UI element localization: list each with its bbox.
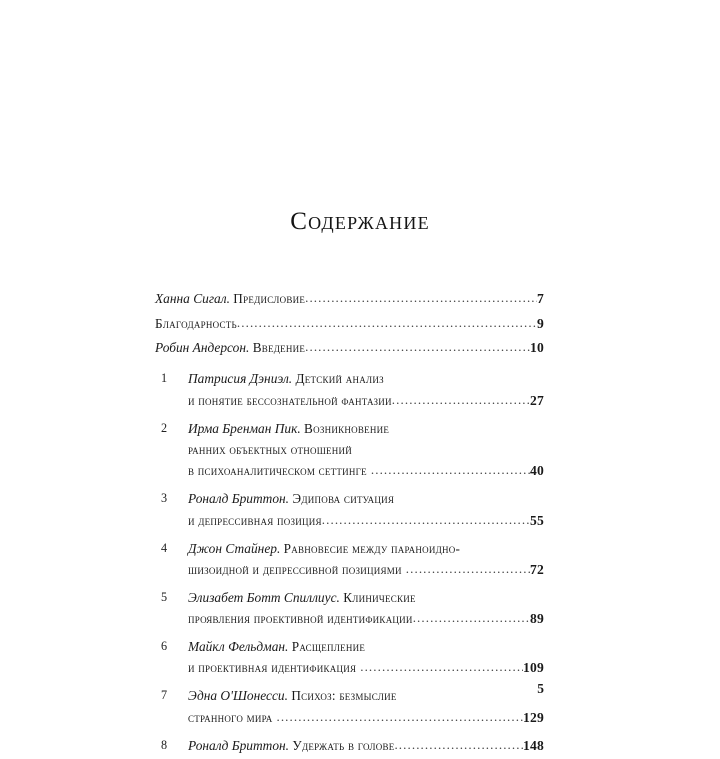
chapter-list [155, 371, 544, 759]
dot-leader [406, 561, 530, 577]
toc-entry-title: Благодарность [155, 315, 237, 331]
toc-chapter-number: 7 [161, 688, 168, 703]
toc-entry-author: Ирма Бренман Пик. [188, 420, 305, 436]
dot-leader [394, 737, 523, 753]
dot-leader [360, 659, 523, 675]
toc-entry-title-line: Психоз: безмыслие [291, 688, 397, 704]
toc-entry-title-line: шизоидной и депрессивной позициями [188, 561, 402, 577]
table-of-contents [155, 291, 544, 759]
toc-chapter-number: 2 [161, 420, 168, 435]
toc-entry[interactable] [155, 316, 544, 341]
dot-leader [322, 512, 530, 528]
toc-chapter-entry[interactable] [155, 421, 544, 485]
toc-entry-title-line: и понятие бессознательной фантазии [188, 392, 392, 408]
toc-chapter-number: 4 [161, 540, 168, 555]
toc-entry-page-number: 27 [530, 392, 544, 408]
toc-entry-author: Роналд Бриттон. [188, 737, 293, 753]
dot-leader [392, 392, 530, 408]
toc-entry-title-line: Детский анализ [295, 371, 384, 387]
toc-chapter-number: 8 [161, 737, 168, 752]
toc-entry-title: Введение [252, 340, 306, 356]
front-matter-list [155, 291, 544, 365]
toc-entry-author: Эдна О'Шонесси. [188, 688, 292, 704]
toc-entry-page-number: 109 [523, 660, 544, 676]
dot-leader [305, 339, 530, 355]
toc-entry-author: Роналд Бриттон. [188, 491, 293, 507]
toc-entry-title-line: и депрессивная позиция [188, 512, 322, 528]
toc-entry-title-line: Равновесие между параноидно- [283, 540, 461, 556]
toc-chapter-number: 5 [161, 589, 168, 604]
toc-entry-page-number: 7 [537, 291, 544, 306]
toc-entry-title: Предисловие [233, 291, 306, 306]
toc-entry-page-number: 10 [530, 340, 544, 356]
toc-entry-title-line: странного мира [188, 709, 273, 725]
toc-entry-title-line: Эдипова ситуация [292, 491, 395, 507]
toc-entry-title-line: и проективная идентификация [188, 660, 357, 676]
toc-entry[interactable] [155, 340, 544, 365]
toc-entry-page-number: 9 [537, 315, 544, 331]
toc-chapter-entry[interactable] [155, 371, 544, 414]
toc-chapter-entry[interactable] [155, 688, 544, 731]
toc-entry-title-line: в психоаналитическом сеттинге [188, 463, 367, 479]
dot-leader [276, 709, 523, 725]
dot-leader [305, 290, 537, 306]
toc-chapter-entry[interactable] [155, 738, 544, 759]
page-number: 5 [537, 681, 544, 696]
toc-entry-page-number: 40 [530, 463, 544, 479]
toc-chapter-entry[interactable] [155, 590, 544, 633]
toc-entry-title-line: Возникновение [304, 420, 390, 436]
toc-entry-author: Робин Андерсон. [155, 340, 253, 356]
toc-entry-author: Ханна Сигал. [155, 291, 234, 306]
toc-entry-author: Элизабет Ботт Спиллиус. [188, 589, 344, 605]
toc-entry-title-line: Клинические [343, 589, 416, 605]
toc-chapter-entry[interactable] [155, 639, 544, 682]
toc-entry-author: Джон Стайнер. [188, 540, 284, 556]
toc-entry[interactable] [155, 291, 544, 316]
toc-entry-author: Майкл Фельдман. [188, 639, 292, 655]
page-title: Содержание [290, 208, 430, 235]
toc-chapter-number: 1 [161, 371, 168, 386]
toc-chapter-number: 3 [161, 491, 168, 506]
toc-entry-title-line: Расщепление [291, 639, 366, 655]
dot-leader [237, 315, 537, 331]
toc-entry-page-number: 72 [530, 561, 544, 577]
toc-entry-page-number: 148 [523, 737, 544, 753]
toc-entry-title-line: Удержать в голове [292, 737, 395, 753]
toc-entry-page-number: 129 [523, 709, 544, 725]
dot-leader [413, 610, 530, 626]
dot-leader [371, 462, 530, 478]
toc-chapter-entry[interactable] [155, 491, 544, 534]
toc-chapter-entry[interactable] [155, 541, 544, 584]
toc-entry-author: Патрисия Дэниэл. [188, 371, 296, 387]
toc-entry-page-number: 55 [530, 512, 544, 528]
toc-entry-title-line: ранних объектных отношений [188, 441, 353, 457]
toc-entry-page-number: 89 [530, 611, 544, 627]
toc-entry-title-line: проявления проективной идентификации [188, 611, 413, 627]
toc-chapter-number: 6 [161, 639, 168, 654]
